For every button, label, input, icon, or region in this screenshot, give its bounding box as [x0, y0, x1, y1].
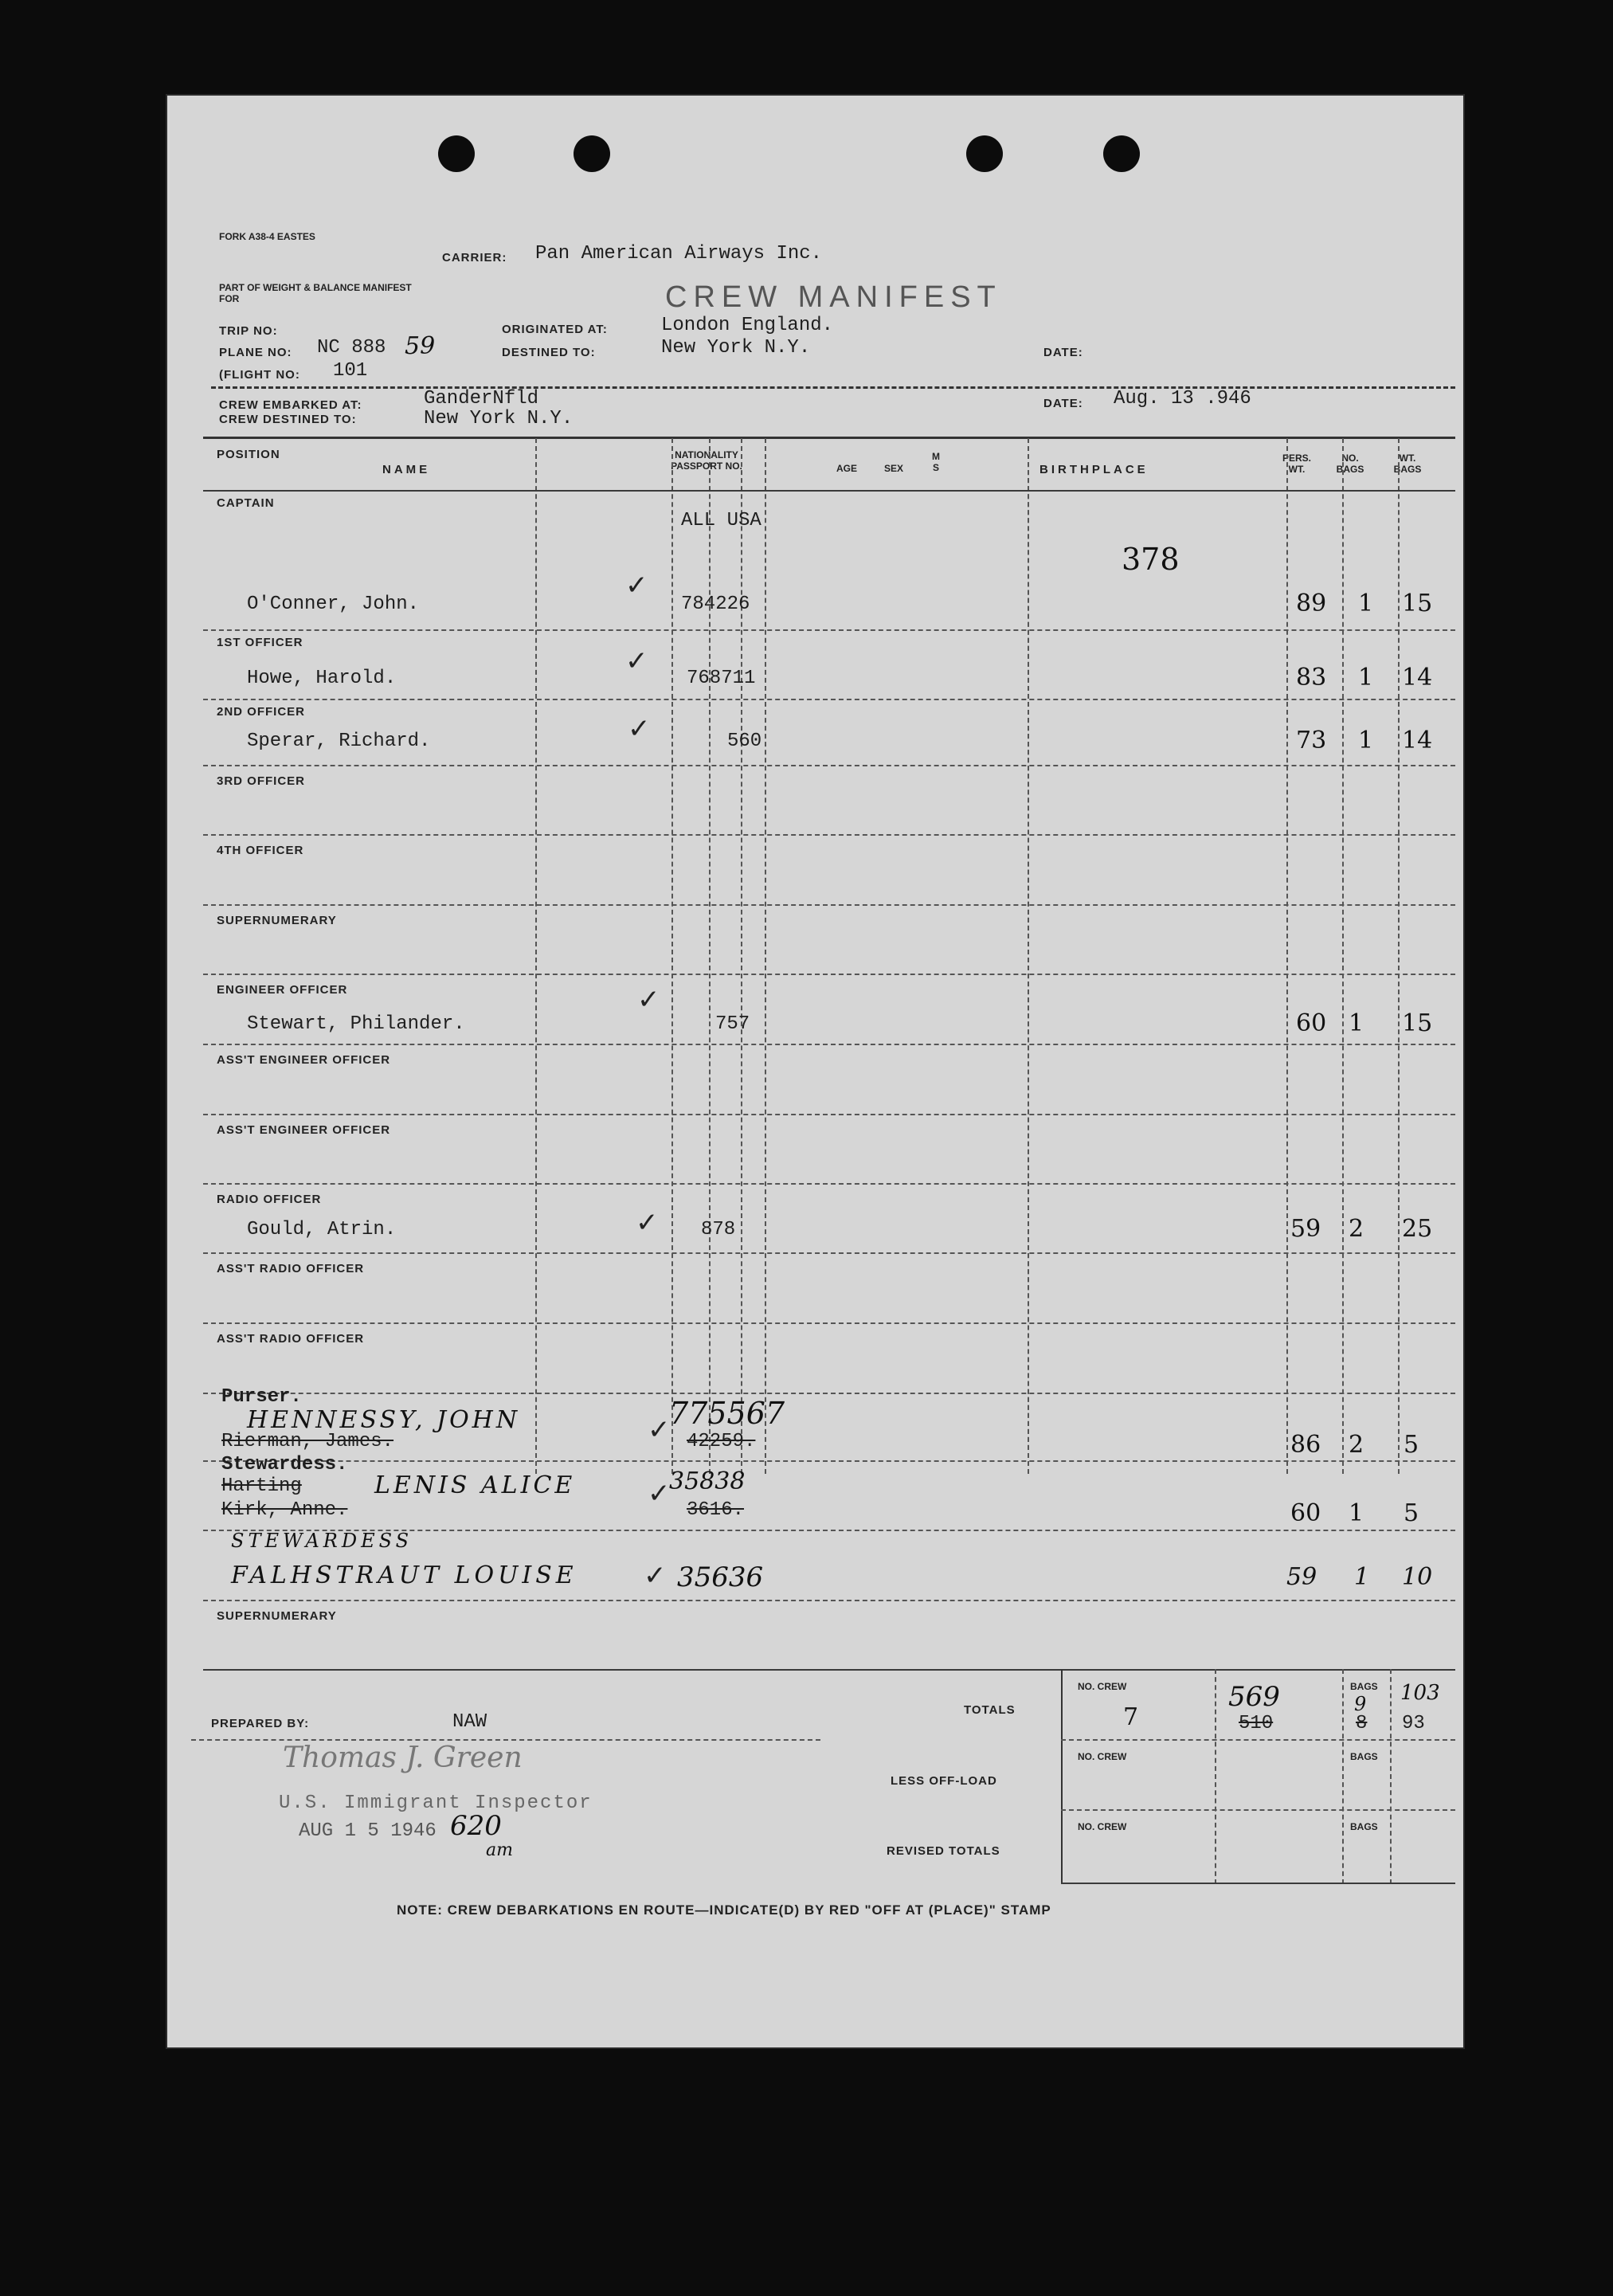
checkmark-icon: ✓: [625, 570, 648, 601]
header-nationality: NATIONALITY PASSPORT NO.: [671, 449, 742, 472]
bag-count: 1: [1358, 727, 1374, 754]
totals-box-left: [1061, 1669, 1063, 1884]
position-label: ASS'T ENGINEER OFFICER: [217, 1123, 391, 1137]
crew-destined-value: New York N.Y.: [424, 408, 574, 429]
flight-value: 101: [333, 360, 368, 382]
checkmark-icon: ✓: [648, 1478, 671, 1510]
divider: [211, 386, 1455, 389]
checkmark-icon: ✓: [648, 1414, 671, 1446]
bag-weight: 14: [1402, 727, 1433, 754]
position-label: ENGINEER OFFICER: [217, 983, 348, 997]
row-rule: [203, 1460, 1455, 1462]
crew-destined-label: CREW DESTINED TO:: [219, 413, 357, 426]
no-crew-label: NO. CREW: [1078, 1821, 1127, 1832]
position-label: SUPERNUMERARY: [217, 1609, 337, 1623]
bag-count: 1: [1349, 1009, 1364, 1037]
purser-handwritten-passport: 775567: [669, 1396, 785, 1431]
crew-name: Howe, Harold.: [247, 668, 397, 689]
header-bottom-rule: [203, 490, 1455, 492]
prepared-label: PREPARED BY:: [211, 1717, 310, 1730]
plane-label: PLANE NO:: [219, 346, 292, 359]
totals-box-rule: [1061, 1739, 1455, 1741]
flight-label: (FLIGHT NO:: [219, 368, 300, 382]
total-bags-new: 9: [1354, 1693, 1367, 1715]
purser-handwritten-name: HENNESSY, JOHN: [247, 1406, 521, 1434]
carrier-label: CARRIER:: [442, 251, 507, 264]
stewardess-handwritten-passport: 35838: [669, 1467, 746, 1495]
pers-weight: 60: [1290, 1499, 1321, 1527]
plane-suffix: 59: [405, 332, 436, 360]
punch-hole: [966, 135, 1003, 172]
position-label: CAPTAIN: [217, 496, 275, 510]
pers-weight: 89: [1296, 590, 1327, 617]
table-bottom-rule: [203, 1669, 1455, 1671]
row-rule: [203, 1252, 1455, 1254]
date-value: Aug. 13 .946: [1114, 388, 1251, 409]
inspector-title: U.S. Immigrant Inspector: [279, 1793, 593, 1814]
crew-name: O'Conner, John.: [247, 594, 420, 615]
header-wt-bags: WT. BAGS: [1393, 453, 1422, 475]
bag-count: 1: [1358, 664, 1374, 692]
column-rule: [1286, 438, 1288, 1474]
stewardess2-label: STEWARDESS: [231, 1530, 413, 1552]
bag-weight: 25: [1402, 1215, 1433, 1243]
header-sex: SEX: [884, 463, 904, 474]
totals-label: TOTALS: [964, 1703, 1016, 1717]
header-age: AGE: [836, 463, 858, 474]
stewardess2-name: FALHSTRAUT LOUISE: [231, 1561, 577, 1589]
bag-count: 2: [1349, 1215, 1364, 1243]
bag-count: 2: [1349, 1431, 1364, 1459]
passport-no: 757: [715, 1013, 750, 1035]
total-crew-count: 7: [1123, 1703, 1139, 1731]
header-name: NAME: [382, 463, 431, 476]
header-ms: M S: [932, 451, 940, 473]
originated-value: London England.: [661, 315, 834, 336]
pers-weight: 59: [1286, 1563, 1317, 1591]
row-rule: [203, 1183, 1455, 1185]
bag-weight: 15: [1402, 590, 1433, 617]
trip-label: TRIP NO:: [219, 324, 278, 338]
row-rule: [203, 1322, 1455, 1324]
position-label: ASS'T RADIO OFFICER: [217, 1332, 365, 1346]
header-position: POSITION: [217, 448, 280, 461]
position-label: ASS'T RADIO OFFICER: [217, 1262, 365, 1275]
carrier-value: Pan American Airways Inc.: [535, 243, 823, 264]
crew-name: Sperar, Richard.: [247, 731, 431, 752]
row-rule: [203, 699, 1455, 700]
purser-label: Purser.: [221, 1386, 302, 1408]
row-rule: [203, 1600, 1455, 1601]
pers-weight: 60: [1296, 1009, 1327, 1037]
inspector-date: AUG 1 5 1946: [299, 1820, 437, 1842]
inspector-time: 620: [450, 1810, 502, 1842]
crew-name: Stewart, Philander.: [247, 1013, 465, 1035]
passport-no: 560: [727, 731, 762, 752]
bag-count: 1: [1349, 1499, 1364, 1527]
row-rule: [203, 974, 1455, 975]
pers-weight: 73: [1296, 727, 1327, 754]
punch-hole: [438, 135, 475, 172]
bags-label: BAGS: [1350, 1681, 1378, 1692]
total-bags-struck: 8: [1356, 1713, 1368, 1734]
nationality-note: ALL USA: [681, 510, 761, 531]
totals-box-rule: [1342, 1669, 1344, 1884]
pers-weight: 86: [1290, 1431, 1321, 1459]
footer-note: NOTE: CREW DEBARKATIONS EN ROUTE—INDICATE(D) BY RED "OFF AT (PLACE)" STAMP: [397, 1902, 1051, 1918]
originated-label: ORIGINATED AT:: [502, 323, 608, 336]
prepared-rule: [191, 1739, 820, 1741]
pers-weight: 83: [1296, 664, 1327, 692]
bag-count: 1: [1354, 1563, 1370, 1591]
manifest-title: CREW MANIFEST: [665, 280, 1002, 314]
no-crew-label: NO. CREW: [1078, 1681, 1127, 1692]
bags-label: BAGS: [1350, 1821, 1378, 1832]
column-rule: [1342, 438, 1344, 1474]
purser-struck-passport: 42259.: [687, 1431, 756, 1452]
position-label: 1ST OFFICER: [217, 636, 303, 649]
stewardess-label: Stewardess.: [221, 1454, 348, 1475]
passport-no: 768711: [687, 668, 756, 689]
bag-weight: 15: [1402, 1009, 1433, 1037]
stewardess2-passport: 35636: [677, 1561, 764, 1593]
checkmark-icon: ✓: [625, 645, 648, 677]
header-no-bags: NO. BAGS: [1336, 453, 1364, 475]
inspector-signature: Thomas J. Green: [283, 1742, 523, 1774]
prepared-by: NAW: [452, 1711, 487, 1733]
bag-weight: 5: [1404, 1431, 1419, 1459]
pers-weight: 59: [1290, 1215, 1321, 1243]
position-label: ASS'T ENGINEER OFFICER: [217, 1053, 391, 1067]
destined-value: New York N.Y.: [661, 337, 811, 359]
passport-no: 784226: [681, 594, 750, 615]
table-top-rule: [203, 437, 1455, 439]
embarked-value: GanderNfld: [424, 388, 539, 409]
total-weight: 569: [1228, 1681, 1280, 1713]
stewardess-struck-top: Harting: [221, 1475, 302, 1497]
row-rule: [203, 904, 1455, 906]
row-rule: [203, 1044, 1455, 1045]
column-rule: [671, 438, 673, 1474]
birthplace-note: 378: [1122, 542, 1180, 577]
position-label: SUPERNUMERARY: [217, 914, 337, 927]
inspector-time-suffix: am: [486, 1840, 513, 1860]
totals-box-bottom: [1061, 1883, 1455, 1884]
bag-weight: 5: [1404, 1499, 1419, 1527]
punch-hole: [1103, 135, 1140, 172]
checkmark-icon: ✓: [636, 1207, 659, 1239]
total-weight-struck: 510: [1239, 1713, 1274, 1734]
position-label: 4TH OFFICER: [217, 844, 304, 857]
stewardess-struck-name: Kirk, Anne.: [221, 1499, 348, 1521]
no-crew-label: NO. CREW: [1078, 1751, 1127, 1762]
row-rule: [203, 629, 1455, 631]
date-label-1: DATE:: [1043, 346, 1083, 359]
stewardess-struck-passport: 3616.: [687, 1499, 745, 1521]
row-rule: [203, 1393, 1455, 1394]
column-rule: [535, 438, 537, 1474]
column-rule: [1398, 438, 1400, 1474]
bag-count: 1: [1358, 590, 1374, 617]
position-label: 3RD OFFICER: [217, 774, 306, 788]
row-rule: [203, 765, 1455, 766]
checkmark-icon: ✓: [644, 1560, 667, 1592]
purser-struck-name: Rierman, James.: [221, 1431, 394, 1452]
stewardess-handwritten-name: LENIS ALICE: [374, 1471, 576, 1499]
row-rule: [203, 1114, 1455, 1115]
bags-label: BAGS: [1350, 1751, 1378, 1762]
date-label-2: DATE:: [1043, 397, 1083, 410]
less-offload-label: LESS OFF-LOAD: [891, 1774, 997, 1788]
column-rule: [765, 438, 766, 1474]
form-code: FORK A38-4 EASTES: [219, 231, 315, 242]
position-label: 2ND OFFICER: [217, 705, 306, 719]
bag-weight: 14: [1402, 664, 1433, 692]
header-pers-wt: PERS. WT.: [1282, 453, 1311, 475]
totals-box-rule: [1061, 1809, 1455, 1811]
punch-hole: [574, 135, 610, 172]
plane-value: NC 888: [317, 337, 386, 359]
total-bag-weight-new: 103: [1400, 1681, 1440, 1705]
checkmark-icon: ✓: [628, 713, 651, 745]
manifest-sheet: [167, 96, 1463, 2047]
column-rule: [1028, 438, 1029, 1474]
bag-weight: 10: [1402, 1563, 1433, 1591]
totals-box-rule: [1390, 1669, 1392, 1884]
header-birthplace: BIRTHPLACE: [1039, 463, 1149, 476]
totals-box-rule: [1215, 1669, 1216, 1884]
row-rule: [203, 834, 1455, 836]
passport-no: 878: [701, 1219, 736, 1240]
checkmark-icon: ✓: [637, 984, 660, 1016]
revised-totals-label: REVISED TOTALS: [887, 1844, 1000, 1858]
destined-label: DESTINED TO:: [502, 346, 596, 359]
position-label: RADIO OFFICER: [217, 1193, 322, 1206]
part-of-label: PART OF WEIGHT & BALANCE MANIFEST FOR: [219, 282, 412, 304]
crew-name: Gould, Atrin.: [247, 1219, 397, 1240]
total-bag-weight-old: 93: [1402, 1713, 1425, 1734]
embarked-label: CREW EMBARKED AT:: [219, 398, 362, 412]
